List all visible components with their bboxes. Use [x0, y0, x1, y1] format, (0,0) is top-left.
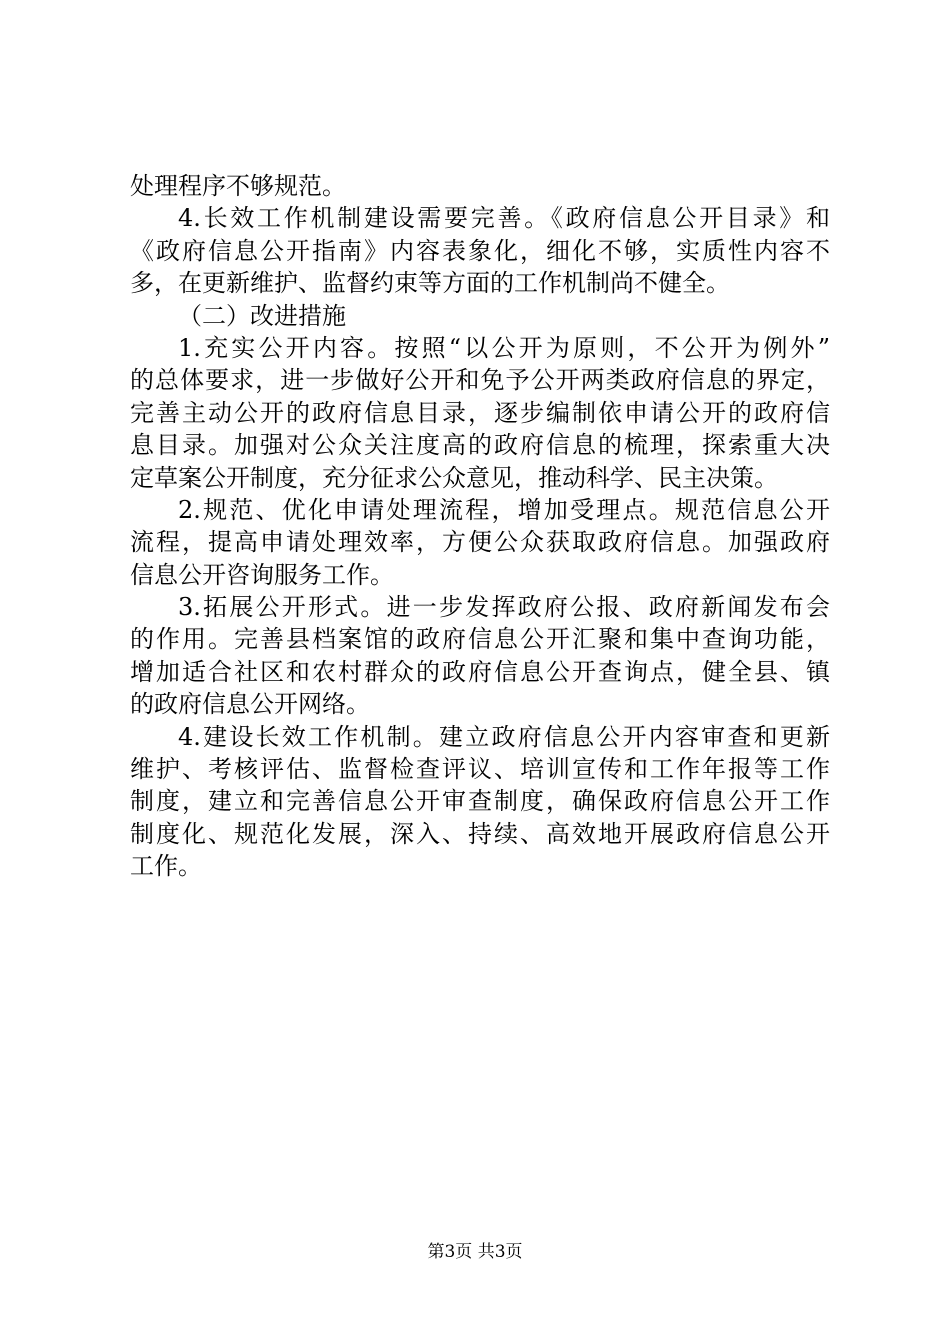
paragraph-p-heading-2 [130, 300, 830, 332]
paragraph-p-measure-2 [130, 494, 830, 591]
text-line: 4.建设长效工作机制。建立政府信息公开内容审查和更新 [178, 722, 830, 751]
text-line: 工作。 [130, 852, 202, 881]
paragraph-p-continued [130, 170, 830, 202]
text-line: 制度化、规范化发展，深入、持续、高效地开展政府信息公开 [130, 819, 830, 848]
document-body [130, 170, 830, 883]
page-footer: 第3页 共3页 [427, 1242, 523, 1262]
text-line: （二）改进措施 [178, 301, 346, 330]
paragraph-p-measure-1 [130, 332, 830, 494]
text-line: 多，在更新维护、监督约束等方面的工作机制尚不健全。 [130, 269, 730, 298]
text-line: 信息公开咨询服务工作。 [130, 560, 394, 589]
text-line: 的总体要求，进一步做好公开和免予公开两类政府信息的界定， [130, 366, 830, 395]
text-line: 的政府信息公开网络。 [130, 690, 370, 719]
text-line: 完善主动公开的政府信息目录，逐步编制依申请公开的政府信 [130, 398, 830, 427]
text-line: 息目录。加强对公众关注度高的政府信息的梳理，探索重大决 [130, 431, 830, 460]
text-line: 制度，建立和完善信息公开审查制度，确保政府信息公开工作 [130, 787, 830, 816]
text-line: 增加适合社区和农村群众的政府信息公开查询点，健全县、镇 [130, 657, 830, 686]
text-line: 《政府信息公开指南》内容表象化，细化不够，实质性内容不 [130, 236, 830, 265]
text-line: 3.拓展公开形式。进一步发挥政府公报、政府新闻发布会 [178, 593, 830, 622]
text-line: 2.规范、优化申请处理流程，增加受理点。规范信息公开 [178, 495, 830, 524]
paragraph-p-measure-4 [130, 721, 830, 883]
paragraph-p-problem-4 [130, 202, 830, 299]
paragraph-p-measure-3 [130, 591, 830, 721]
text-line: 1.充实公开内容。按照“以公开为原则，不公开为例外” [178, 333, 830, 362]
text-line: 流程，提高申请处理效率，方便公众获取政府信息。加强政府 [130, 528, 830, 557]
text-line: 定草案公开制度，充分征求公众意见，推动科学、民主决策。 [130, 463, 778, 492]
text-line: 的作用。完善县档案馆的政府信息公开汇聚和集中查询功能， [130, 625, 830, 654]
text-line: 4.长效工作机制建设需要完善。《政府信息公开目录》和 [178, 204, 830, 233]
text-line: 处理程序不够规范。 [130, 172, 346, 200]
text-line: 维护、考核评估、监督检查评议、培训宣传和工作年报等工作 [130, 755, 830, 784]
